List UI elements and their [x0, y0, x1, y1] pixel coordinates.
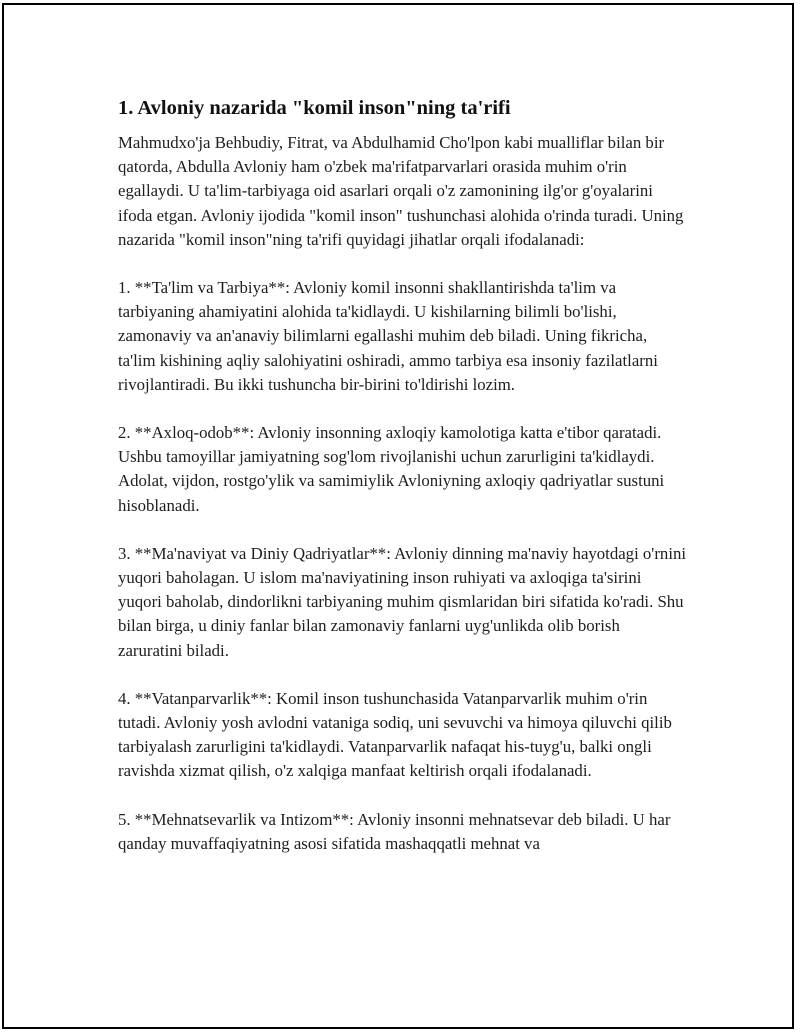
point-axloq-odob: 2. **Axloq-odob**: Avloniy insonning axloqiy kamolotiga katta e'tibor qaratadi. Ushbu tamoyillar jamiyatning sog'lom rivojlanishi uchun zarurligini ta'kidlaydi. Adolat, vijdon, rostgo'ylik va samimiylik Avloniyning axloqiy qadriyatlar sustuni hisoblanadi.	[118, 423, 665, 515]
point-talim-tarbiya: 1. **Ta'lim va Tarbiya**: Avloniy komil insonni shakllantirishda ta'lim va tarbiyaning ahamiyatini alohida ta'kidlaydi. U kishilarning bilimli bo'lishi, zamonaviy va an'anaviy bilimlarni egallashi muhim deb biladi. Uning fikricha, ta'lim kishining aqliy salohiyatini oshiradi, ammo tarbiya esa insoniy fazilatlarni rivojlantiradi. Bu ikki tushuncha bir-birini to'ldirishi lozim.	[118, 278, 658, 394]
point-vatanparvarlik: 4. **Vatanparvarlik**: Komil inson tushunchasida Vatanparvarlik muhim o'rin tutadi. Avloniy yosh avlodni vataniga sodiq, uni sevuvchi va himoya qiluvchi qilib tarbiyalash zarurligini ta'kidlaydi. Vatanparvarlik nafaqat his-tuyg'u, balki ongli ravishda xizmat qilish, o'z xalqiga manfaat keltirish orqali ifodalanadi.	[118, 688, 672, 781]
document-title: 1. Avloniy nazarida "komil inson"ning ta'rifi	[118, 97, 511, 119]
point-mehnatsevarlik: 5. **Mehnatsevarlik va Intizom**: Avloniy insonni mehnatsevar deb biladi. U har qanday muvaffaqiyatning asosi sifatida mashaqqatli mehnat va	[118, 809, 671, 853]
document-body	[118, 95, 688, 880]
point-manaviyat: 3. **Ma'naviyat va Diniy Qadriyatlar**: Avloniy dinning ma'naviy hayotdagi o'rnini yuqori baholagan. U islom ma'naviyatining inson ruhiyati va axloqiga ta'sirini yuqori baholab, dindorlikni tarbiyaning muhim qismlaridan biri sifatida ko'radi. Shu bilan birga, u diniy fanlar bilan zamonaviy fanlarni uyg'unlikda olib borish zaruratini biladi.	[118, 543, 687, 660]
intro-paragraph: Mahmudxo'ja Behbudiy, Fitrat, va Abdulhamid Cho'lpon kabi mualliflar bilan bir qatorda, Abdulla Avloniy ham o'zbek ma'rifatparvarlari orasida muhim o'rin egallaydi. U ta'lim-tarbiyaga oid asarlari orqali o'z zamonining ilg'or g'oyalarini ifoda etgan. Avloniy ijodida "komil inson" tushunchasi alohida o'rinda turadi. Uning nazarida "komil inson"ning ta'rifi quyidagi jihatlar orqali ifodalanadi:	[118, 133, 684, 249]
